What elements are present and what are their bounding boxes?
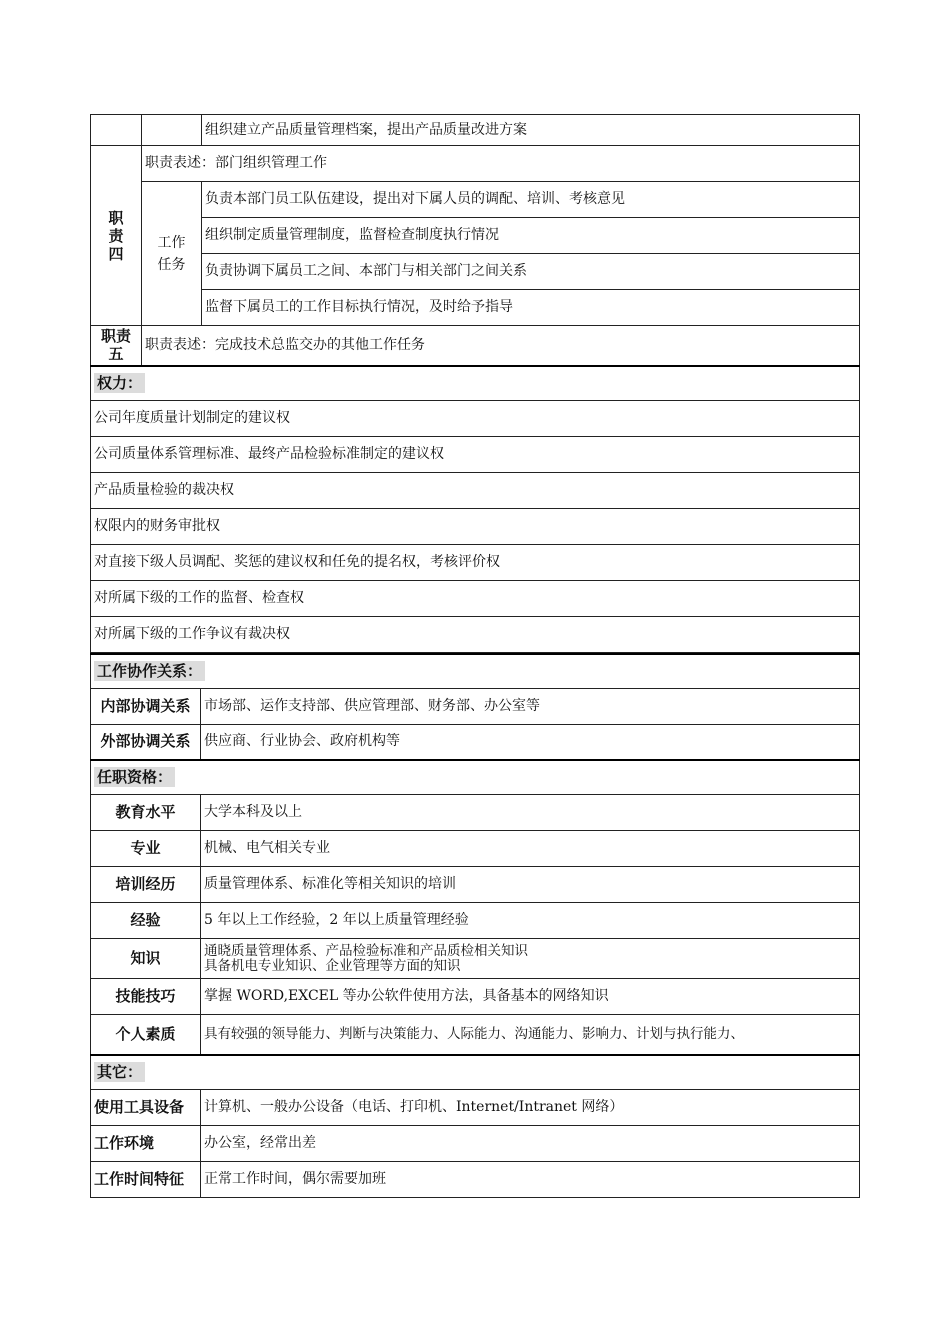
qualification-row [91, 795, 860, 831]
duty5-label-text: 职责五 [100, 327, 131, 364]
empty-cell [142, 115, 202, 146]
duty4-task-row [91, 218, 860, 254]
authority-title: 权力： [94, 373, 145, 393]
duty4-label [91, 146, 142, 326]
duty4-label-text: 职责四 [108, 208, 124, 263]
other-row [91, 1125, 860, 1161]
tasks-label-text: 工作任务 [157, 234, 186, 273]
authority-text: 对所属下级的工作的监督、检查权 [91, 580, 860, 616]
row-label: 使用工具设备 [91, 1089, 201, 1125]
qualification-row [91, 939, 860, 979]
task-text: 组织制定质量管理制度，监督检查制度执行情况 [202, 218, 860, 254]
job-description-document [90, 114, 859, 1198]
row-value: 掌握 WORD,EXCEL 等办公软件使用方法，具备基本的网络知识 [201, 979, 860, 1015]
qualifications-title: 任职资格： [94, 767, 175, 787]
authority-item [91, 400, 860, 436]
duty4-task-row [91, 290, 860, 326]
relations-section-header [91, 654, 860, 689]
knowledge-line: 通晓质量管理体系、产品检验标准和产品质检相关知识 [204, 942, 528, 959]
authority-item [91, 580, 860, 616]
duty4-tasks-label [142, 182, 202, 326]
qualification-row [91, 867, 860, 903]
lower-table [90, 653, 860, 1198]
task-text: 监督下属员工的工作目标执行情况，及时给予指导 [202, 290, 860, 326]
qualification-row [91, 979, 860, 1015]
row-label: 培训经历 [91, 867, 201, 903]
authority-item [91, 544, 860, 580]
authority-text: 对直接下级人员调配、奖惩的建议权和任免的提名权，考核评价权 [91, 544, 860, 580]
authority-text: 产品质量检验的裁决权 [91, 472, 860, 508]
row-label: 经验 [91, 903, 201, 939]
task-text: 负责协调下属员工之间、本部门与相关部门之间关系 [202, 254, 860, 290]
duty5-description: 职责表述：完成技术总监交办的其他工作任务 [142, 326, 860, 366]
section-title-cell [91, 366, 860, 401]
duty-continued-row [91, 115, 860, 146]
task-text: 组织建立产品质量管理档案，提出产品质量改进方案 [202, 115, 860, 146]
task-text: 负责本部门员工队伍建设，提出对下属人员的调配、培训、考核意见 [202, 182, 860, 218]
row-label: 技能技巧 [91, 979, 201, 1015]
knowledge-line: 具备机电专业知识、企业管理等方面的知识 [204, 957, 461, 974]
row-label: 内部协调关系 [91, 688, 201, 724]
relations-title: 工作协作关系： [94, 661, 205, 681]
row-label: 工作环境 [91, 1125, 201, 1161]
row-value [201, 939, 860, 979]
qualifications-section-header [91, 760, 860, 795]
other-title: 其它： [94, 1062, 145, 1082]
section-title-cell [91, 1055, 860, 1090]
row-label: 工作时间特征 [91, 1161, 201, 1197]
relations-row [91, 688, 860, 724]
authority-item [91, 508, 860, 544]
row-label: 专业 [91, 831, 201, 867]
row-value: 市场部、运作支持部、供应管理部、财务部、办公室等 [201, 688, 860, 724]
qualification-row [91, 903, 860, 939]
authority-text: 公司年度质量计划制定的建议权 [91, 400, 860, 436]
row-value: 机械、电气相关专业 [201, 831, 860, 867]
other-section-header [91, 1055, 860, 1090]
row-label: 个人素质 [91, 1015, 201, 1055]
row-value: 5 年以上工作经验，2 年以上质量管理经验 [201, 903, 860, 939]
row-label: 外部协调关系 [91, 724, 201, 760]
duty4-task-row [91, 254, 860, 290]
row-value: 办公室，经常出差 [201, 1125, 860, 1161]
empty-cell [91, 115, 142, 146]
duty5-row [91, 326, 860, 366]
row-value: 质量管理体系、标准化等相关知识的培训 [201, 867, 860, 903]
duty4-description: 职责表述：部门组织管理工作 [142, 146, 860, 182]
authority-item [91, 472, 860, 508]
row-value: 正常工作时间，偶尔需要加班 [201, 1161, 860, 1197]
duty4-description-row [91, 146, 860, 182]
row-value: 具有较强的领导能力、判断与决策能力、人际能力、沟通能力、影响力、计划与执行能力、 [201, 1015, 860, 1055]
row-value: 大学本科及以上 [201, 795, 860, 831]
row-value: 计算机、一般办公设备（电话、打印机、Internet/Intranet 网络） [201, 1089, 860, 1125]
authority-item [91, 616, 860, 652]
section-title-cell [91, 654, 860, 689]
authority-text: 对所属下级的工作争议有裁决权 [91, 616, 860, 652]
other-row [91, 1161, 860, 1197]
authority-text: 权限内的财务审批权 [91, 508, 860, 544]
authority-section-header [91, 366, 860, 401]
job-description-table [90, 114, 860, 653]
row-value: 供应商、行业协会、政府机构等 [201, 724, 860, 760]
authority-text: 公司质量体系管理标准、最终产品检验标准制定的建议权 [91, 436, 860, 472]
relations-row [91, 724, 860, 760]
qualification-row [91, 831, 860, 867]
section-title-cell [91, 760, 860, 795]
duty5-label [91, 326, 142, 366]
row-label: 教育水平 [91, 795, 201, 831]
authority-item [91, 436, 860, 472]
qualification-row [91, 1015, 860, 1055]
row-label: 知识 [91, 939, 201, 979]
duty4-task-row [91, 182, 860, 218]
other-row [91, 1089, 860, 1125]
